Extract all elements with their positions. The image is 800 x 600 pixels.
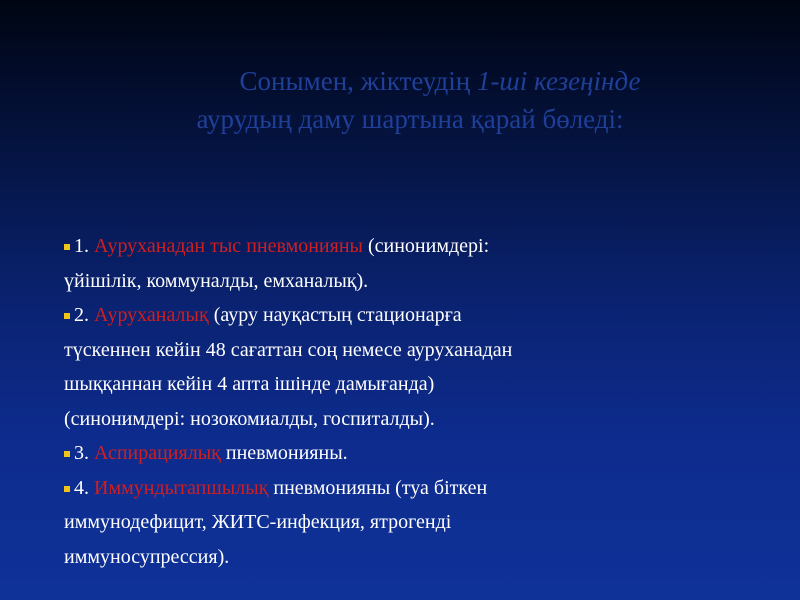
item-continuation: үйішілік, коммуналды, емханалық). (64, 269, 369, 292)
item-continuation: шыққаннан кейін 4 апта ішінде дамығанда) (64, 373, 435, 395)
item-text: (ауру науқастың стационарға (208, 304, 462, 326)
item-text: пневмонияны. (220, 442, 348, 464)
item-text: (синонимдері: (362, 235, 490, 257)
list-item-3-line-1 (64, 436, 724, 471)
bullet-icon (64, 313, 70, 319)
title-line-2: аурудың даму шартына қарай бөледі: (196, 104, 624, 134)
list-item-1-line-1 (64, 229, 724, 264)
slide-body (64, 229, 724, 574)
bullet-icon (64, 451, 70, 457)
item-text: пневмонияны (туа біткен (268, 476, 488, 499)
item-term: Иммундытапшылық (94, 476, 269, 499)
list-item-3 (64, 436, 724, 471)
item-number: 1. (74, 235, 94, 257)
list-item-2 (64, 298, 724, 436)
bullet-icon (64, 486, 70, 492)
item-number: 2. (74, 304, 94, 326)
slide-title (60, 62, 760, 138)
item-continuation: түскеннен кейін 48 сағаттан соң немесе ауруханадан (64, 338, 513, 361)
item-number: 3. (74, 442, 94, 464)
item-term: Ауруханадан тыс пневмонияны (94, 235, 363, 257)
item-continuation: (синонимдері: нозокомиалды, госпиталды). (64, 407, 435, 430)
bullet-icon (64, 244, 70, 250)
list-item-1 (64, 229, 724, 298)
list-item-2-line-1 (64, 298, 724, 333)
item-number: 4. (74, 476, 94, 499)
item-continuation: иммунодефицит, ЖИТС-инфекция, ятрогенді (64, 511, 452, 533)
item-term: Аспирациялық (94, 442, 221, 464)
list-item-4-line-1 (64, 471, 724, 506)
title-line-1-italic: 1-ші кезеңінде (476, 66, 641, 96)
item-term: Ауруханалық (94, 304, 209, 326)
list-item-4 (64, 471, 724, 575)
title-line-1 (60, 62, 760, 100)
item-continuation: иммуносупрессия). (64, 545, 230, 568)
title-line-1-text: Сонымен, жіктеудің (239, 66, 477, 96)
